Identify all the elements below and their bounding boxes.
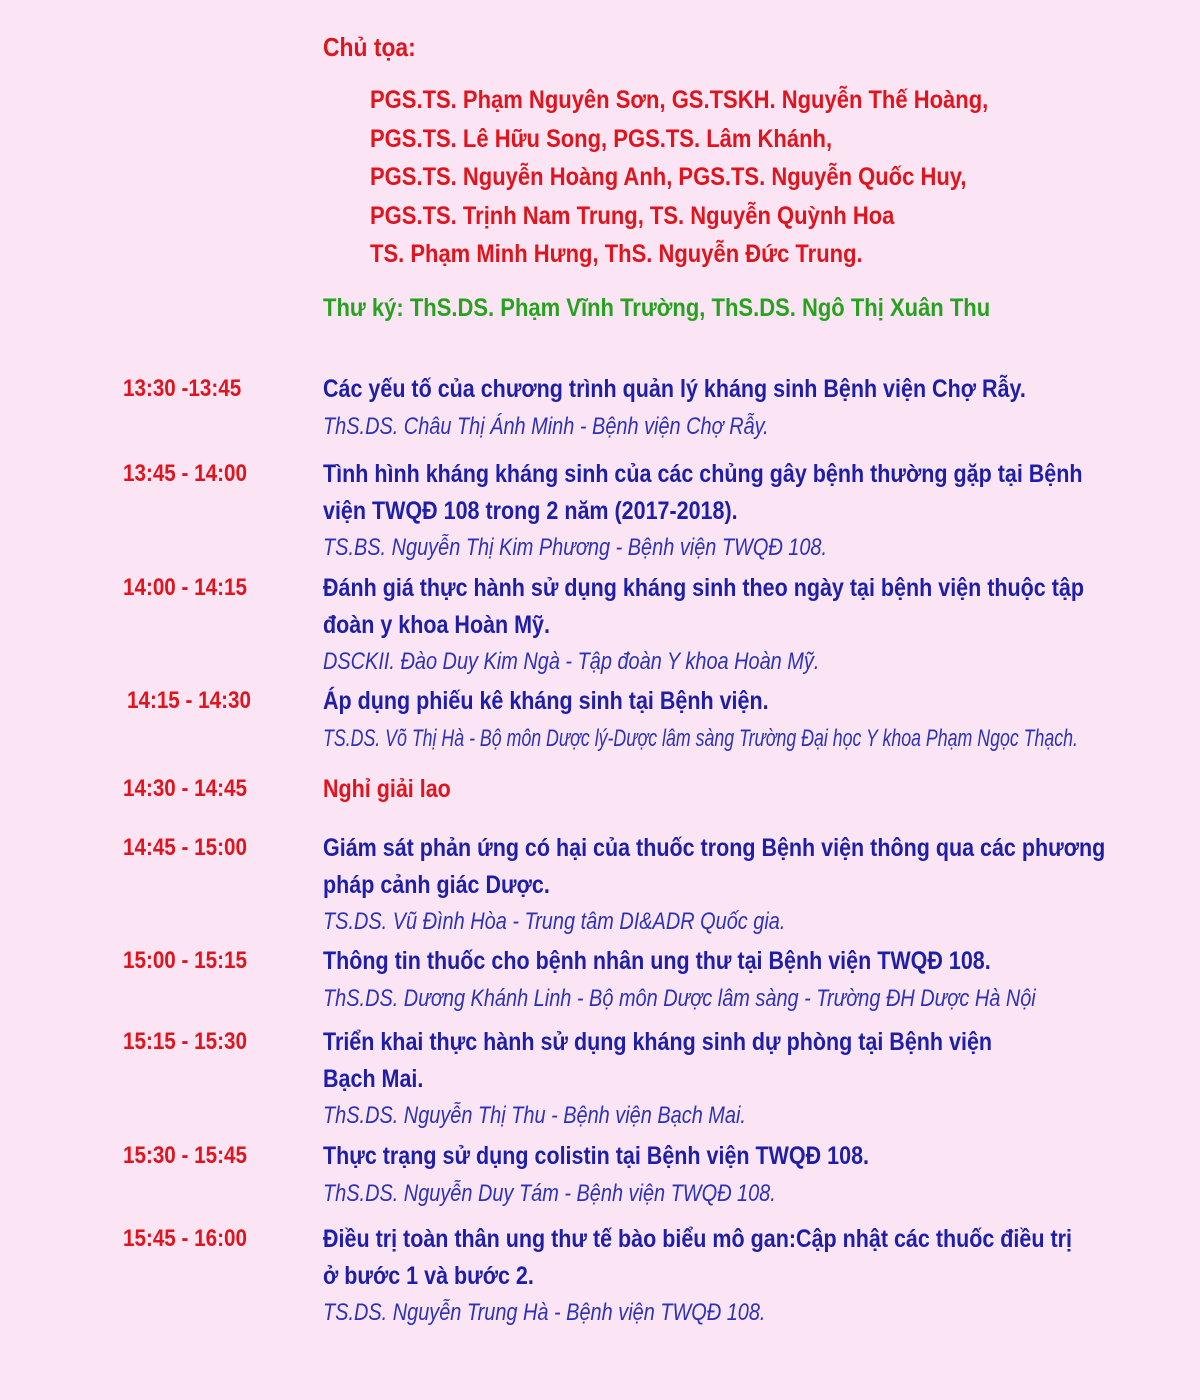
session-content bbox=[323, 683, 1163, 757]
session-time: 15:45 - 16:00 bbox=[123, 1225, 247, 1252]
talk-title: Thực trạng sử dụng colistin tại Bệnh viện TWQĐ 108. bbox=[323, 1142, 870, 1170]
talk-title: Thông tin thuốc cho bệnh nhân ung thư tại Bệnh viện TWQĐ 108. bbox=[323, 947, 991, 975]
talk-title: Các yếu tố của chương trình quản lý kháng sinh Bệnh viện Chợ Rẫy. bbox=[323, 375, 1026, 403]
talk-title: Đánh giá thực hành sử dụng kháng sinh theo ngày tại bệnh viện thuộc tập bbox=[323, 574, 1084, 602]
speaker: TS.DS. Vũ Đình Hòa - Trung tâm DI&ADR Quốc gia. bbox=[323, 908, 786, 935]
session-time: 15:30 - 15:45 bbox=[123, 1142, 247, 1169]
speaker: TS.DS. Võ Thị Hà - Bộ môn Dược lý-Dược lâm sàng Trường Đại học Y khoa Phạm Ngọc Thạch. bbox=[323, 724, 1078, 752]
speaker: DSCKII. Đào Duy Kim Ngà - Tập đoàn Y khoa Hoàn Mỹ. bbox=[323, 648, 820, 675]
talk-title: Giám sát phản ứng có hại của thuốc trong Bệnh viện thông qua các phương bbox=[323, 834, 1106, 862]
talk-title: ở bước 1 và bước 2. bbox=[323, 1261, 534, 1290]
speaker: ThS.DS. Dương Khánh Linh - Bộ môn Dược lâm sàng - Trường ĐH Dược Hà Nội bbox=[323, 984, 1036, 1012]
session-content bbox=[323, 1138, 1163, 1212]
session-content bbox=[323, 771, 1163, 808]
session-time: 13:45 - 14:00 bbox=[123, 460, 247, 487]
speaker: TS.DS. Nguyễn Trung Hà - Bệnh viện TWQĐ 108. bbox=[323, 1299, 766, 1326]
secretary-line: Thư ký: ThS.DS. Phạm Vĩnh Trường, ThS.DS. Ngô Thị Xuân Thu bbox=[323, 294, 991, 322]
talk-title: Điều trị toàn thân ung thư tế bào biểu mô gan:Cập nhật các thuốc điều trị bbox=[323, 1225, 1072, 1253]
talk-title: pháp cảnh giác Dược. bbox=[323, 870, 550, 899]
talk-title: Bạch Mai. bbox=[323, 1064, 424, 1093]
session-time: 13:30 -13:45 bbox=[123, 375, 242, 402]
talk-title: viện TWQĐ 108 trong 2 năm (2017-2018). bbox=[323, 496, 738, 525]
speaker: ThS.DS. Nguyễn Thị Thu - Bệnh viện Bạch Mai. bbox=[323, 1102, 746, 1129]
session-time: 14:45 - 15:00 bbox=[123, 834, 247, 861]
session-time: 14:15 - 14:30 bbox=[127, 687, 251, 714]
talk-title: đoàn y khoa Hoàn Mỹ. bbox=[323, 610, 550, 639]
chair-line: PGS.TS. Nguyễn Hoàng Anh, PGS.TS. Nguyễn Quốc Huy, bbox=[370, 163, 967, 191]
session-time: 15:00 - 15:15 bbox=[123, 947, 247, 974]
session-time: 14:30 - 14:45 bbox=[123, 775, 247, 802]
session-content bbox=[323, 1221, 1163, 1331]
session-time: 15:15 - 15:30 bbox=[123, 1028, 247, 1055]
chair-line: PGS.TS. Lê Hữu Song, PGS.TS. Lâm Khánh, bbox=[370, 124, 833, 153]
chair-line: TS. Phạm Minh Hưng, ThS. Nguyễn Đức Trung. bbox=[370, 240, 863, 268]
talk-title: Áp dụng phiếu kê kháng sinh tại Bệnh viện. bbox=[323, 687, 769, 715]
session-content bbox=[323, 830, 1163, 940]
chair-line: PGS.TS. Phạm Nguyên Sơn, GS.TSKH. Nguyễn Thế Hoàng, bbox=[370, 86, 989, 114]
break-title: Nghỉ giải lao bbox=[323, 775, 451, 803]
chair-heading: Chủ tọa: bbox=[323, 32, 416, 62]
talk-title: Tình hình kháng kháng sinh của các chủng gây bệnh thường gặp tại Bệnh bbox=[323, 460, 1083, 488]
speaker: ThS.DS. Nguyễn Duy Tám - Bệnh viện TWQĐ 108. bbox=[323, 1179, 776, 1207]
session-time: 14:00 - 14:15 bbox=[123, 574, 247, 601]
speaker: TS.BS. Nguyễn Thị Kim Phương - Bệnh viện TWQĐ 108. bbox=[323, 534, 828, 561]
session-content bbox=[323, 456, 1163, 566]
session-content bbox=[323, 943, 1163, 1017]
session-content bbox=[323, 570, 1163, 680]
chair-list bbox=[370, 81, 1073, 274]
chair-line: PGS.TS. Trịnh Nam Trung, TS. Nguyễn Quỳnh Hoa bbox=[370, 201, 895, 230]
talk-title: Triển khai thực hành sử dụng kháng sinh dự phòng tại Bệnh viện bbox=[323, 1028, 993, 1056]
speaker: ThS.DS. Châu Thị Ánh Minh - Bệnh viện Chợ Rẫy. bbox=[323, 412, 769, 440]
session-content bbox=[323, 371, 1163, 445]
session-content bbox=[323, 1024, 1163, 1134]
